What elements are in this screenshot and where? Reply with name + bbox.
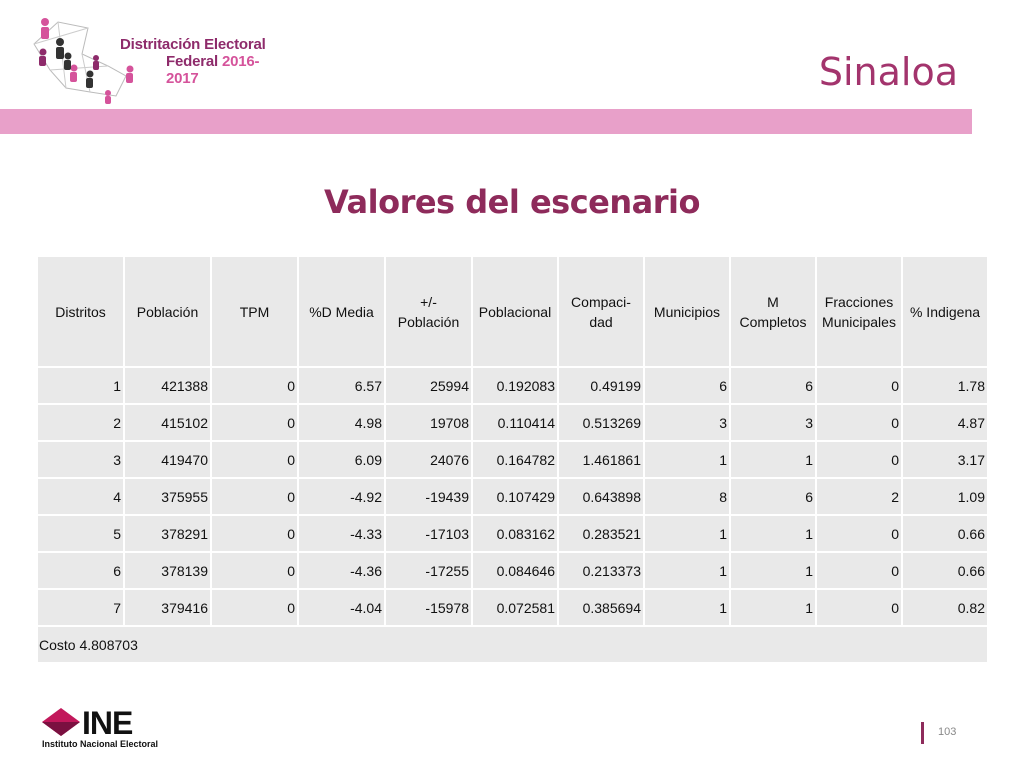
table-cell: 24076 [385, 441, 472, 478]
table-cell: 0 [211, 515, 298, 552]
slide-title: Valores del escenario [324, 183, 700, 221]
table-cell: 3 [730, 404, 816, 441]
table-row [37, 478, 988, 515]
table-cell: 6 [730, 367, 816, 404]
table-cell: -4.04 [298, 589, 385, 626]
table-cell: 4.98 [298, 404, 385, 441]
table-row [37, 589, 988, 626]
logo-line2: Federal 2016-2017 [166, 53, 260, 87]
table-cell: 378291 [124, 515, 211, 552]
col-header: Población [124, 256, 211, 367]
col-header: TPM [211, 256, 298, 367]
table-cell: 1.78 [902, 367, 988, 404]
table-cell: -4.33 [298, 515, 385, 552]
table-cell: 415102 [124, 404, 211, 441]
table-cell: 0.643898 [558, 478, 644, 515]
table-cell: 378139 [124, 552, 211, 589]
table-cell: 2 [816, 478, 902, 515]
table-cell: 6 [37, 552, 124, 589]
col-header: +/- Población [385, 256, 472, 367]
table-cell: 421388 [124, 367, 211, 404]
table-cell: 0 [211, 441, 298, 478]
table-cell: 4.87 [902, 404, 988, 441]
electoral-logo [30, 14, 280, 104]
table-cell: 8 [644, 478, 730, 515]
table-cell: 6 [644, 367, 730, 404]
table-cell: 1.461861 [558, 441, 644, 478]
table-cell: -17103 [385, 515, 472, 552]
table-cell: 0.072581 [472, 589, 558, 626]
header-band [0, 109, 972, 134]
table-cell: 7 [37, 589, 124, 626]
logo-title [120, 36, 280, 87]
table-cell: 2 [37, 404, 124, 441]
col-header: Distritos [37, 256, 124, 367]
table-row [37, 552, 988, 589]
table-cell: 0.385694 [558, 589, 644, 626]
table-row [37, 441, 988, 478]
ine-subtitle: Instituto Nacional Electoral [42, 739, 159, 749]
col-header: Fracciones Municipales [816, 256, 902, 367]
table-cell: 1 [730, 515, 816, 552]
table-cell: 419470 [124, 441, 211, 478]
col-header: Municipios [644, 256, 730, 367]
table-cell: 0 [211, 552, 298, 589]
table-cell: 1.09 [902, 478, 988, 515]
table-cell: 6 [730, 478, 816, 515]
table-cell: 0.083162 [472, 515, 558, 552]
table-cell: 0.513269 [558, 404, 644, 441]
table-cell: 1 [644, 552, 730, 589]
table-cell: 0 [816, 589, 902, 626]
logo-line1: Distritación Electoral [120, 36, 266, 53]
table-cell: 375955 [124, 478, 211, 515]
table-cell: 1 [37, 367, 124, 404]
table-cell: 1 [730, 589, 816, 626]
table-cell: 3.17 [902, 441, 988, 478]
table-cell: 4 [37, 478, 124, 515]
table-cell: 0 [816, 367, 902, 404]
table-cell: 25994 [385, 367, 472, 404]
table-cell: 1 [730, 552, 816, 589]
table-row [37, 404, 988, 441]
table-cell: 0.283521 [558, 515, 644, 552]
table-cell: 6.57 [298, 367, 385, 404]
col-header: Poblacional [472, 256, 558, 367]
table-cell: 1 [644, 589, 730, 626]
table-cell: -4.36 [298, 552, 385, 589]
table-cell: 0.213373 [558, 552, 644, 589]
table-cell: 0 [211, 404, 298, 441]
table-cell: 0 [816, 552, 902, 589]
table-cell: 3 [37, 441, 124, 478]
table-row [37, 367, 988, 404]
table-cell: 0.66 [902, 515, 988, 552]
table-cell: 379416 [124, 589, 211, 626]
state-name: Sinaloa [818, 50, 958, 94]
col-header: M Completos [730, 256, 816, 367]
page-number: 103 [938, 726, 957, 738]
table-cell: 1 [644, 441, 730, 478]
table-cell: 0.49199 [558, 367, 644, 404]
table-cell: -15978 [385, 589, 472, 626]
table-cell: 0.192083 [472, 367, 558, 404]
table-row [37, 515, 988, 552]
table-cell: -17255 [385, 552, 472, 589]
table-cell: 19708 [385, 404, 472, 441]
table-cell: 1 [644, 515, 730, 552]
ine-logo [42, 706, 182, 750]
table-cell: 3 [644, 404, 730, 441]
table-cell: 0.084646 [472, 552, 558, 589]
table-cell: 0 [816, 441, 902, 478]
table-cell: 0 [816, 404, 902, 441]
table-footer-row [37, 626, 988, 663]
table-cell: 0.164782 [472, 441, 558, 478]
table-cell: 0.110414 [472, 404, 558, 441]
table-cell: 0 [211, 367, 298, 404]
ine-wordmark: INE [82, 705, 133, 741]
table-cell: -4.92 [298, 478, 385, 515]
table-cell: 0.82 [902, 589, 988, 626]
table-cell: 0.66 [902, 552, 988, 589]
scenario-table [36, 255, 989, 664]
table-cell: 0 [211, 589, 298, 626]
table-cell: 5 [37, 515, 124, 552]
page-divider [921, 722, 924, 744]
table-cell: -19439 [385, 478, 472, 515]
table-cell: 1 [730, 441, 816, 478]
table-cell: 0 [816, 515, 902, 552]
col-header: Compaci- dad [558, 256, 644, 367]
table-header-row [37, 256, 988, 367]
table-cell: 0 [211, 478, 298, 515]
table-cell: 0.107429 [472, 478, 558, 515]
cost-cell: Costo 4.808703 [37, 626, 988, 663]
ine-diamond-icon [42, 708, 80, 736]
table-cell: 6.09 [298, 441, 385, 478]
col-header: %D Media [298, 256, 385, 367]
col-header: % Indigena [902, 256, 988, 367]
